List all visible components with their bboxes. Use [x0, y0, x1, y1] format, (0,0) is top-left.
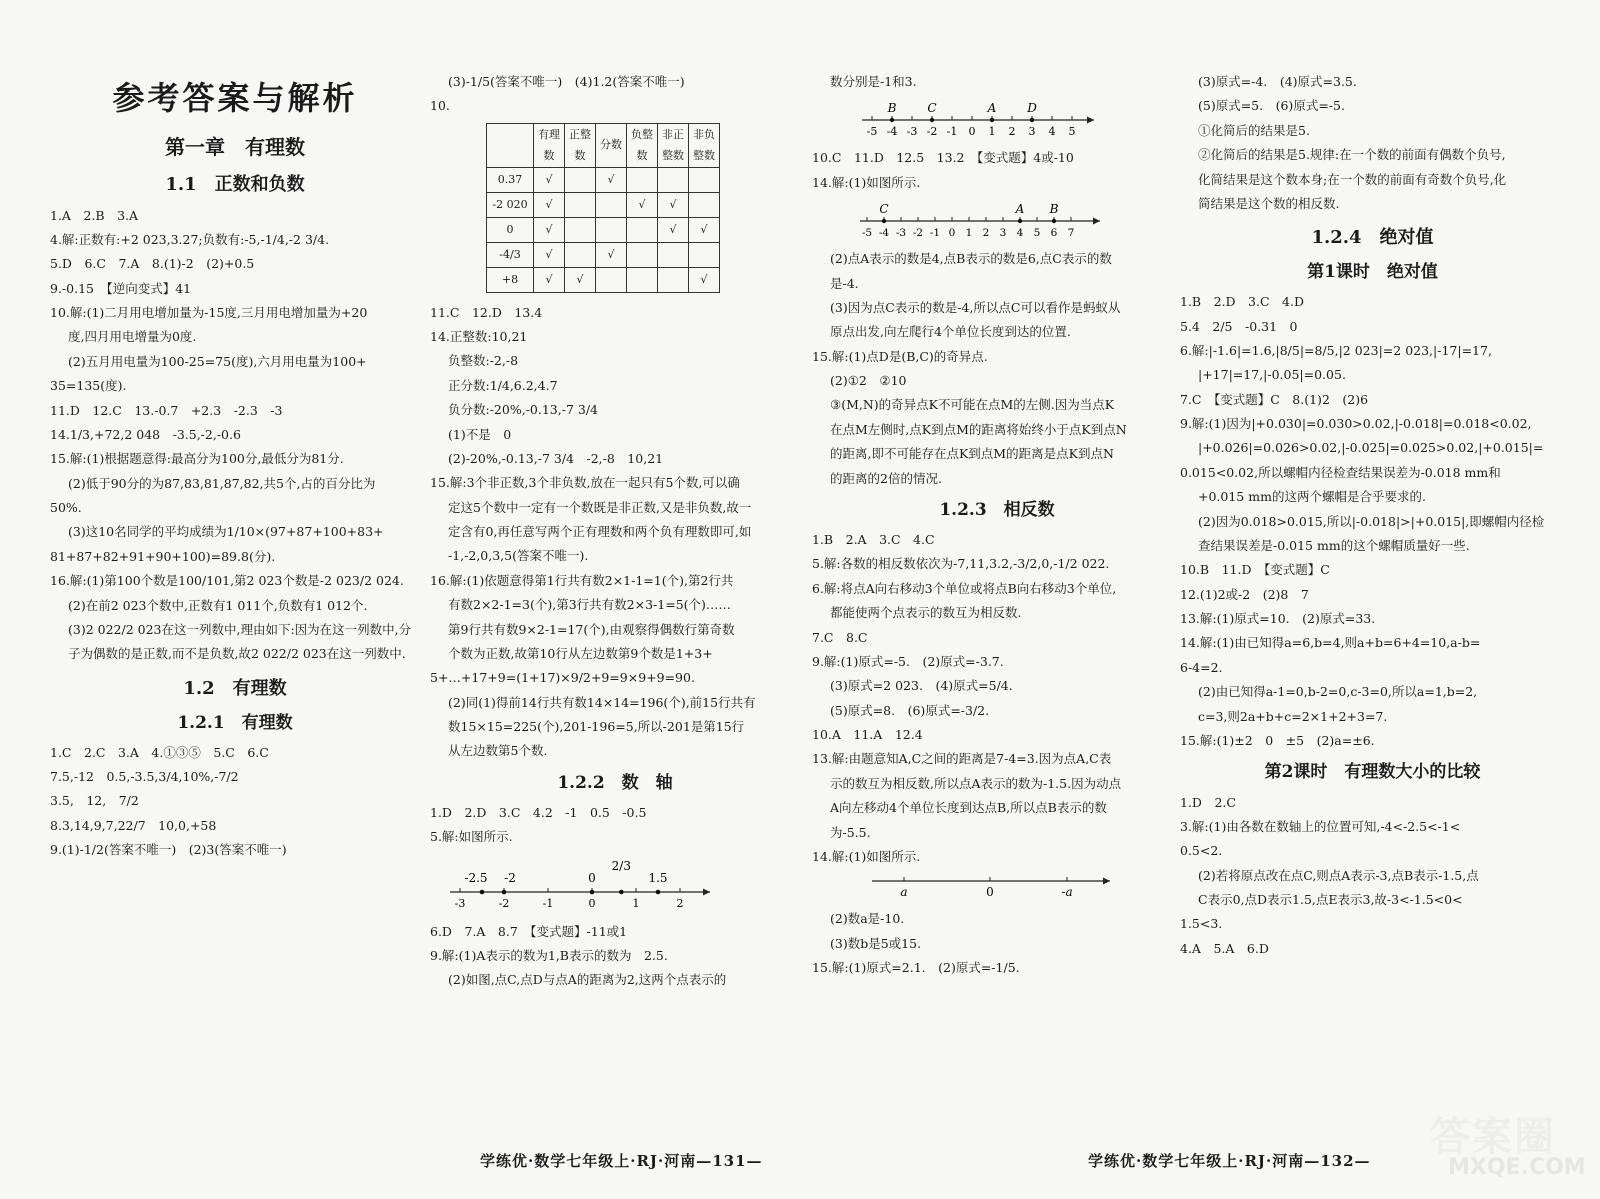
answer-line: 1.B 2.D 3.C 4.D	[1180, 294, 1304, 310]
answer-line: 的距离,即不可能存在点K到点M的距离是点K到点N	[830, 446, 1114, 462]
answer-block	[50, 204, 420, 667]
point-label: D	[1027, 101, 1037, 116]
point-dot	[480, 889, 485, 894]
table-header-cell: 非负整数	[689, 123, 720, 167]
page-title: 参考答案与解析	[112, 79, 358, 117]
tick-label: -3	[454, 896, 466, 910]
answer-line: (2)由已知得a-1=0,b-2=0,c-3=0,所以a=1,b=2,	[1198, 684, 1478, 700]
watermark-text: 答案圈	[1430, 1114, 1556, 1160]
tick-label: 5	[1033, 227, 1041, 240]
answer-line: |+17|=17,|-0.05|=0.05.	[1198, 367, 1346, 383]
table-cell: -2 020	[487, 192, 534, 217]
answer-line: (2)低于90分的为87,83,81,87,82,共5个,占的百分比为	[68, 475, 376, 491]
answer-line: 7.5,-12 0.5,-3.5,3/4,10%,-7/2	[50, 769, 239, 785]
axis-arrow-icon	[1087, 117, 1094, 124]
answer-line: 9.(1)-1/2(答案不唯一) (2)3(答案不唯一)	[50, 842, 287, 858]
table-cell: √	[534, 167, 565, 192]
point-dot	[1030, 118, 1034, 122]
answer-line: 14.1/3,+72,2 048 -3.5,-2,-0.6	[50, 426, 241, 442]
table-cell: √	[534, 242, 565, 267]
answer-line: 3.5, 12, 7/2	[50, 793, 139, 809]
table-cell	[565, 167, 596, 192]
answer-line: 是-4.	[830, 275, 859, 291]
answer-line: 50%.	[50, 500, 82, 516]
section-title: 1.2 有理数	[183, 677, 287, 699]
table-cell	[627, 242, 658, 267]
point-dot	[502, 889, 507, 894]
answer-line: 6.解:|-1.6|=1.6,|8/5|=8/5,|2 023|=2 023,|-17|=17,	[1180, 342, 1492, 358]
answer-line: 6-4=2.	[1180, 659, 1223, 675]
table-cell	[689, 167, 720, 192]
answer-line: 5.解:如图所示.	[430, 829, 513, 845]
tick-label: -2	[926, 125, 938, 139]
point-label: C	[879, 202, 889, 217]
tick-label: 0	[588, 896, 596, 910]
answer-line: 7.C 【变式题】C 8.(1)2 (2)6	[1180, 391, 1369, 407]
tick-label: 0	[948, 227, 956, 240]
table-cell: √	[689, 267, 720, 292]
table-cell: √	[534, 192, 565, 217]
answer-line: (5)原式=8. (6)原式=-3/2.	[830, 702, 990, 718]
answer-line: (3)原式=-4. (4)原式=3.5.	[1198, 74, 1357, 89]
tick-label: -2	[498, 896, 510, 910]
table-cell: √	[658, 192, 689, 217]
point-label: A	[1015, 202, 1025, 217]
table-header-row	[487, 123, 720, 167]
answer-line: 13.解:(1)原式=10. (2)原式=33.	[1180, 611, 1376, 627]
column-1	[50, 70, 420, 863]
answer-line: (2)因为0.018>0.015,所以|-0.018|>|+0.015|,即螺帽内径检	[1198, 513, 1545, 529]
point-dot	[590, 889, 595, 894]
point-label: 2/3	[611, 858, 631, 873]
point-label: 0	[986, 885, 994, 900]
answer-line: 1.D 2.D 3.C 4.2 -1 0.5 -0.5	[430, 804, 647, 820]
answer-line: 15.解:(1)点D是(B,C)的奇异点.	[812, 348, 988, 364]
table-header-cell: 负整数	[627, 123, 658, 167]
table-cell	[627, 167, 658, 192]
subsection-title: 1.2.3 相反数	[939, 499, 1055, 520]
answer-line: 示的数互为相反数,所以点A表示的数为-1.5.因为动点	[830, 775, 1122, 791]
answer-line: (3)因为点C表示的数是-4,所以点C可以看作是蚂蚁从	[830, 299, 1121, 315]
answer-line: 5.4 2/5 -0.31 0	[1180, 318, 1298, 334]
table-row	[487, 267, 720, 292]
answer-line: 6.D 7.A 8.7 【变式题】-11或1	[430, 923, 628, 939]
answer-line: (3)这10名同学的平均成绩为1/10×(97+87+100+83+	[68, 524, 384, 540]
answer-line: 数15×15=225(个),201-196=5,所以-201是第15行	[448, 719, 745, 734]
answer-line: 1.B 2.A 3.C 4.C	[812, 532, 935, 548]
point-dot	[990, 118, 994, 122]
table-cell	[565, 217, 596, 242]
answer-line: (2)同(1)得前14行共有数14×14=196(个),前15行共有	[448, 694, 756, 710]
answer-line: 9.-0.15 【逆向变式】41	[50, 280, 192, 296]
answer-line: 1.C 2.C 3.A 4.①③⑤ 5.C 6.C	[50, 744, 269, 760]
answer-line: (2)数a是-10.	[830, 911, 905, 927]
table-cell	[627, 267, 658, 292]
answer-line: (2)在前2 023个数中,正数有1 011个,负数有1 012个.	[68, 597, 368, 613]
answer-line: 4.A 5.A 6.D	[1180, 940, 1269, 956]
answer-line: 15.解:(1)原式=2.1. (2)原式=-1/5.	[812, 960, 1020, 976]
point-label: 1.5	[648, 870, 668, 885]
tick-label: -4	[878, 227, 890, 240]
table-cell	[689, 242, 720, 267]
table-header-cell: 分数	[596, 123, 627, 167]
tick-label: -4	[886, 125, 898, 139]
answer-block	[430, 70, 800, 119]
answer-block	[812, 247, 1182, 491]
page-footer-left: 学练优·数学七年级上·RJ·河南—131—	[480, 1152, 763, 1170]
subsection-title: 1.2.2 数 轴	[557, 772, 673, 793]
tick-label: 2	[676, 896, 684, 910]
axis-arrow-icon	[1093, 218, 1100, 225]
axis-arrow-icon	[703, 888, 710, 895]
answer-line: (3)-1/5(答案不唯一) (4)1.2(答案不唯一)	[448, 74, 685, 89]
answer-line: 10.	[430, 98, 450, 114]
tick-label: 0	[968, 125, 976, 139]
answer-block	[812, 146, 1182, 195]
tick-label: -5	[861, 227, 873, 240]
answer-line: 3.解:(1)由各数在数轴上的位置可知,-4<-2.5<-1<	[1180, 818, 1461, 834]
point-label: -2	[504, 870, 516, 885]
answer-line: 14.解:(1)如图所示.	[812, 848, 921, 864]
table-cell: √	[627, 192, 658, 217]
tick-label: 1	[632, 896, 640, 910]
answer-line: 0.015<0.02,所以螺帽内径检查结果误差为-0.018 mm和	[1180, 464, 1501, 480]
lesson-title: 第2课时 有理数大小的比较	[1264, 762, 1481, 783]
subsection-title: 1.2.4 绝对值	[1311, 227, 1434, 249]
table-cell: √	[534, 267, 565, 292]
tick-label: 4	[1016, 227, 1024, 240]
answer-line: 有数2×2-1=3(个),第3行共有数2×3-1=5(个)……	[448, 597, 731, 613]
table-cell	[565, 192, 596, 217]
answer-line: 5+…+17+9=(1+17)×9/2+9=9×9+9=90.	[430, 670, 695, 686]
point-dot	[1052, 219, 1056, 223]
answer-line: 正分数:1/4,6.2,4.7	[448, 377, 558, 393]
answer-line: 14.解:(1)如图所示.	[812, 174, 921, 190]
answer-line: 7.C 8.C	[812, 629, 868, 645]
answer-line: 11.C 12.D 13.4	[430, 304, 543, 320]
answer-line: 81+87+82+91+90+100)=89.8(分).	[50, 548, 276, 564]
answer-line: 原点出发,向左爬行4个单位长度到达的位置.	[830, 324, 1071, 340]
point-label: -a	[1061, 885, 1073, 900]
answer-line: 1.D 2.C	[1180, 794, 1236, 810]
answer-line: 35=135(度).	[50, 378, 127, 394]
number-line-figure	[812, 871, 1112, 901]
answer-line: 从左边数第5个数.	[448, 743, 548, 759]
answer-line: 8.3,14,9,7,22/7 10,0,+58	[50, 817, 217, 833]
table-row	[487, 242, 720, 267]
chapter-title: 第一章 有理数	[165, 134, 305, 159]
column-2	[430, 70, 800, 993]
answer-line: 15.解:(1)±2 0 ±5 (2)a=±6.	[1180, 732, 1375, 748]
tick-label: 3	[999, 227, 1007, 240]
answer-line: ③(M,N)的奇异点K不可能在点M的左侧.因为当点K	[830, 397, 1115, 413]
answer-line: 第9行共有数9×2-1=17(个),由观察得偶数行第奇数	[448, 621, 735, 637]
answer-block	[1180, 70, 1565, 216]
answer-line: 1.5<3.	[1180, 916, 1223, 932]
tick-label: -3	[895, 227, 907, 240]
answer-line: ①化简后的结果是5.	[1198, 122, 1310, 138]
point-dot	[656, 889, 661, 894]
answer-line: 13.解:由题意知A,C之间的距离是7-4=3.因为点A,C表	[812, 751, 1112, 767]
answer-block	[812, 528, 1182, 869]
table-row	[487, 217, 720, 242]
answer-line: 16.解:(1)第100个数是100/101,第2 023个数是-2 023/2 024.	[50, 573, 404, 589]
answer-line: (2)五月用电量为100-25=75(度),六月用电量为100+	[68, 353, 367, 369]
answer-line: 1.A 2.B 3.A	[50, 207, 139, 223]
tick-label: 1	[965, 227, 973, 240]
tick-label: 5	[1068, 125, 1076, 139]
table-header-cell	[487, 123, 534, 167]
answer-line: 10.解:(1)二月用电增加量为-15度,三月用电增加量为+20	[50, 305, 368, 321]
tick-label: -1	[946, 125, 958, 139]
number-line-figure	[812, 96, 1076, 140]
table-cell: √	[596, 242, 627, 267]
answer-line: C表示0,点D表示1.5,点E表示3,故-3<-1.5<0<	[1198, 892, 1463, 908]
tick-label: -5	[866, 125, 878, 139]
table-cell	[596, 192, 627, 217]
point-label: -2.5	[464, 870, 488, 885]
column-4	[1180, 70, 1565, 961]
answer-line: 4.解:正数有:+2 023,3.27;负数有:-5,-1/4,-2 3/4.	[50, 231, 330, 247]
answer-line: 9.解:(1)A表示的数为1,B表示的数为 2.5.	[430, 948, 668, 964]
answer-line: 定这5个数中一定有一个数既是非正数,又是非负数,故一	[448, 499, 752, 515]
answer-line: 都能使两个点表示的数互为相反数.	[830, 605, 1022, 621]
table-cell	[596, 217, 627, 242]
answer-line: (1)不是 0	[448, 426, 512, 442]
point-label: 0	[588, 870, 596, 885]
answer-line: (3)2 022/2 023在这一列数中,理由如下:因为在这一列数中,分	[68, 621, 412, 637]
table-cell	[689, 192, 720, 217]
point-label: B	[887, 101, 897, 116]
answer-line: |+0.026|=0.026>0.02,|-0.025|=0.025>0.02,|+0.015|=	[1198, 440, 1544, 456]
answer-line: 个数为正数,故第10行从左边数第9个数是1+3+	[448, 645, 713, 661]
answer-line: 0.5<2.	[1180, 843, 1223, 859]
answer-block	[812, 70, 1182, 94]
tick-label: -1	[929, 227, 941, 240]
subsection-title: 1.2.1 有理数	[177, 712, 293, 733]
table-cell: √	[565, 267, 596, 292]
answer-line: 数分别是-1和3.	[830, 74, 917, 89]
answer-line: 5.D 6.C 7.A 8.(1)-2 (2)+0.5	[50, 256, 255, 272]
point-label: A	[987, 101, 997, 116]
answer-line: 15.解:3个非正数,3个非负数,放在一起只有5个数,可以确	[430, 475, 740, 491]
point-dot	[619, 889, 624, 894]
tick-label: 6	[1050, 227, 1058, 240]
tick-label: 1	[988, 125, 996, 139]
column-3	[812, 70, 1182, 980]
answer-line: 10.A 11.A 12.4	[812, 727, 923, 743]
number-line-figure	[430, 852, 730, 914]
answer-line: 9.解:(1)因为|+0.030|=0.030>0.02,|-0.018|=0.018<0.02,	[1180, 416, 1532, 432]
tick-label: 2	[1008, 125, 1016, 139]
tick-label: 2	[982, 227, 990, 240]
point-label: C	[927, 101, 937, 116]
table-row	[487, 167, 720, 192]
table-cell: √	[596, 167, 627, 192]
number-line-figure	[812, 197, 1075, 241]
answer-block	[1180, 290, 1565, 753]
table-cell: 0	[487, 217, 534, 242]
tick-label: -3	[906, 125, 918, 139]
table-cell	[565, 242, 596, 267]
table-cell: √	[658, 217, 689, 242]
tick-label: 3	[1028, 125, 1036, 139]
tick-label: 7	[1067, 227, 1075, 240]
table-header-cell: 正整数	[565, 123, 596, 167]
answer-line: 度,四月用电增量为0度.	[68, 329, 197, 345]
answer-line: (5)原式=5. (6)原式=-5.	[1198, 98, 1345, 114]
answer-line: c=3,则2a+b+c=2×1+2+3=7.	[1198, 708, 1388, 724]
answer-line: -1,-2,0,3,5(答案不唯一).	[448, 548, 589, 564]
tick-label: 4	[1048, 125, 1056, 139]
page-footer-right: 学练优·数学七年级上·RJ·河南—132—	[1088, 1152, 1371, 1170]
answer-line: 简结果是这个数的相反数.	[1198, 195, 1340, 211]
table-cell: -4/3	[487, 242, 534, 267]
section-title: 1.1 正数和负数	[165, 173, 305, 195]
answer-line: (3)数b是5或15.	[830, 935, 922, 951]
answer-line: 在点M左侧时,点K到点M的距离将始终小于点K到点N	[830, 421, 1127, 437]
answer-line: 10.B 11.D 【变式题】C	[1180, 562, 1330, 578]
table-cell: +8	[487, 267, 534, 292]
answer-line: 12.(1)2或-2 (2)8 7	[1180, 586, 1309, 602]
watermark-site: MXQE.COM	[1448, 1155, 1586, 1180]
table-cell	[596, 267, 627, 292]
answer-line: 11.D 12.C 13.-0.7 +2.3 -2.3 -3	[50, 402, 283, 418]
answer-line: (2)-20%,-0.13,-7 3/4 -2,-8 10,21	[448, 450, 664, 466]
answer-line: 子为偶数的是正数,而不是负数,故2 022/2 023在这一列数中.	[68, 646, 406, 662]
answer-line: 为-5.5.	[830, 824, 871, 840]
table-cell: √	[689, 217, 720, 242]
answer-line: (2)如图,点C,点D与点A的距离为2,这两个点表示的	[448, 972, 727, 988]
answer-line: 化简结果是这个数本身;在一个数的前面有奇数个负号,化	[1198, 171, 1507, 187]
answer-line: (2)①2 ②10	[830, 373, 907, 388]
answer-line: A向左移动4个单位长度到达点B,所以点B表示的数	[830, 800, 1107, 816]
axis-arrow-icon	[1103, 878, 1110, 885]
table-header-cell: 非正整数	[658, 123, 689, 167]
answer-line: 查结果误差是-0.015 mm的这个螺帽质量好一些.	[1198, 537, 1470, 553]
answer-line: 9.解:(1)原式=-5. (2)原式=-3.7.	[812, 653, 1004, 669]
answer-block	[430, 801, 800, 850]
answer-line: (2)若将原点改在点C,则点A表示-3,点B表示-1.5,点	[1198, 867, 1479, 883]
table-cell	[658, 267, 689, 292]
classification-table	[486, 123, 720, 293]
answer-block	[812, 907, 1182, 980]
table-header-cell: 有理数	[534, 123, 565, 167]
answer-block	[50, 741, 420, 863]
answer-line: 10.C 11.D 12.5 13.2 【变式题】4或-10	[812, 150, 1074, 166]
answer-line: 14.解:(1)由已知得a=6,b=4,则a+b=6+4=10,a-b=	[1180, 635, 1481, 651]
answer-line: ②化简后的结果是5.规律:在一个数的前面有偶数个负号,	[1198, 147, 1506, 163]
answer-line: +0.015 mm的这两个螺帽是合乎要求的.	[1198, 489, 1426, 505]
tick-label: -1	[542, 896, 554, 910]
answer-line: 14.正整数:10,21	[430, 329, 528, 344]
point-dot	[882, 219, 886, 223]
table-cell: 0.37	[487, 167, 534, 192]
answer-line: 的距离的2倍的情况.	[830, 470, 942, 486]
watermark-logo	[1430, 1105, 1590, 1191]
answer-line: 6.解:将点A向右移动3个单位或将点B向右移动3个单位,	[812, 580, 1117, 596]
answer-line: 15.解:(1)根据题意得:最高分为100分,最低分为81分.	[50, 451, 344, 467]
answer-line: 5.解:各数的相反数依次为-7,11,3.2,-3/2,0,-1/2 022.	[812, 556, 1110, 572]
point-dot	[930, 118, 934, 122]
answer-line: 定含有0,再任意写两个正有理数和两个负有理数即可,如	[448, 524, 752, 539]
table-cell	[627, 217, 658, 242]
table-row	[487, 192, 720, 217]
point-dot	[890, 118, 894, 122]
table-cell	[658, 242, 689, 267]
tick-label: -2	[912, 227, 924, 240]
point-label: B	[1049, 202, 1059, 217]
table-cell	[658, 167, 689, 192]
lesson-title: 第1课时 绝对值	[1307, 262, 1438, 283]
answer-line: (2)点A表示的数是4,点B表示的数是6,点C表示的数	[830, 251, 1112, 267]
table-body	[487, 167, 720, 292]
answer-line: 16.解:(1)依题意得第1行共有数2×1-1=1(个),第2行共	[430, 572, 734, 588]
answer-block	[430, 920, 800, 993]
point-label: a	[900, 885, 908, 900]
point-dot	[1018, 219, 1022, 223]
answer-line: 负整数:-2,-8	[448, 353, 519, 369]
answer-line: 负分数:-20%,-0.13,-7 3/4	[448, 402, 598, 418]
table-cell: √	[534, 217, 565, 242]
answer-block	[1180, 791, 1565, 962]
answer-line: (3)原式=2 023. (4)原式=5/4.	[830, 678, 1013, 694]
answer-block	[430, 301, 800, 764]
